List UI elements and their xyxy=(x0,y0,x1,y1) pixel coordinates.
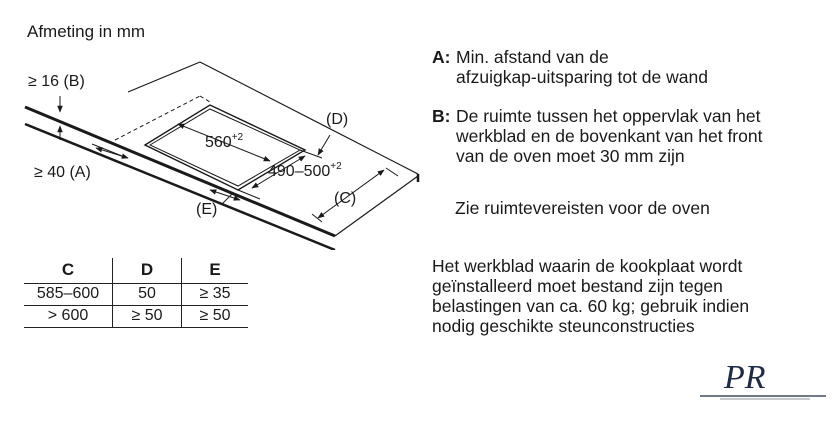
table-cell: ≥ 50 xyxy=(182,306,249,328)
note-a-line: Min. afstand van de xyxy=(456,47,609,67)
note-b-line: van de oven moet 30 mm zijn xyxy=(456,146,685,166)
note-b xyxy=(432,106,762,166)
table-cell: > 600 xyxy=(47,307,89,324)
worktop-outline xyxy=(25,62,418,250)
oven-note: Zie ruimtevereisten voor de oven xyxy=(455,198,710,218)
d-dimension-line xyxy=(318,135,330,155)
table-header-row xyxy=(24,258,248,284)
table-header-e: E xyxy=(182,258,249,284)
load-note-line: Het werkblad waarin de kookplaat wordt xyxy=(432,256,743,276)
table-cell: 585–600 xyxy=(36,285,100,302)
note-a-line: afzuigkap-uitsparing tot de wand xyxy=(456,67,708,87)
note-b-line: werkblad en de bovenkant van het front xyxy=(456,126,763,146)
table-cell: ≥ 35 xyxy=(182,284,249,306)
diagram-title: Afmeting in mm xyxy=(27,22,146,41)
logo-text: PR xyxy=(724,359,766,396)
label-c: (C) xyxy=(334,190,357,207)
table-row xyxy=(24,284,248,306)
label-b: ≥ 16 (B) xyxy=(28,73,85,90)
note-b-line: De ruimte tussen het oppervlak van het xyxy=(456,106,761,126)
table-cell: 50 xyxy=(113,284,182,306)
load-note-line: belastingen van ca. 60 kg; gebruik indien xyxy=(432,296,750,316)
note-b-key: B: xyxy=(432,106,451,126)
clearance-table xyxy=(24,258,248,328)
table-header-c: C xyxy=(61,260,75,279)
note-a xyxy=(432,47,708,87)
load-note-line: nodig geschikte steunconstructies xyxy=(432,316,695,336)
pr-logo xyxy=(700,352,826,402)
note-a-key: A: xyxy=(432,47,451,67)
worktop-cutout-diagram xyxy=(0,0,430,250)
load-note-line: geïnstalleerd moet bestand zijn tegen xyxy=(432,276,723,296)
label-e: (E) xyxy=(196,201,218,218)
load-note xyxy=(432,256,832,336)
label-cutout-depth: $490-500^{+2}$ xyxy=(268,161,342,180)
label-a: ≥ 40 (A) xyxy=(34,164,91,181)
table-cell: ≥ 50 xyxy=(113,306,182,328)
table-header-d: D xyxy=(113,258,182,284)
label-cutout-width: $560^{+2}$ xyxy=(205,132,244,151)
table-row xyxy=(24,306,248,328)
label-d: (D) xyxy=(326,111,349,128)
